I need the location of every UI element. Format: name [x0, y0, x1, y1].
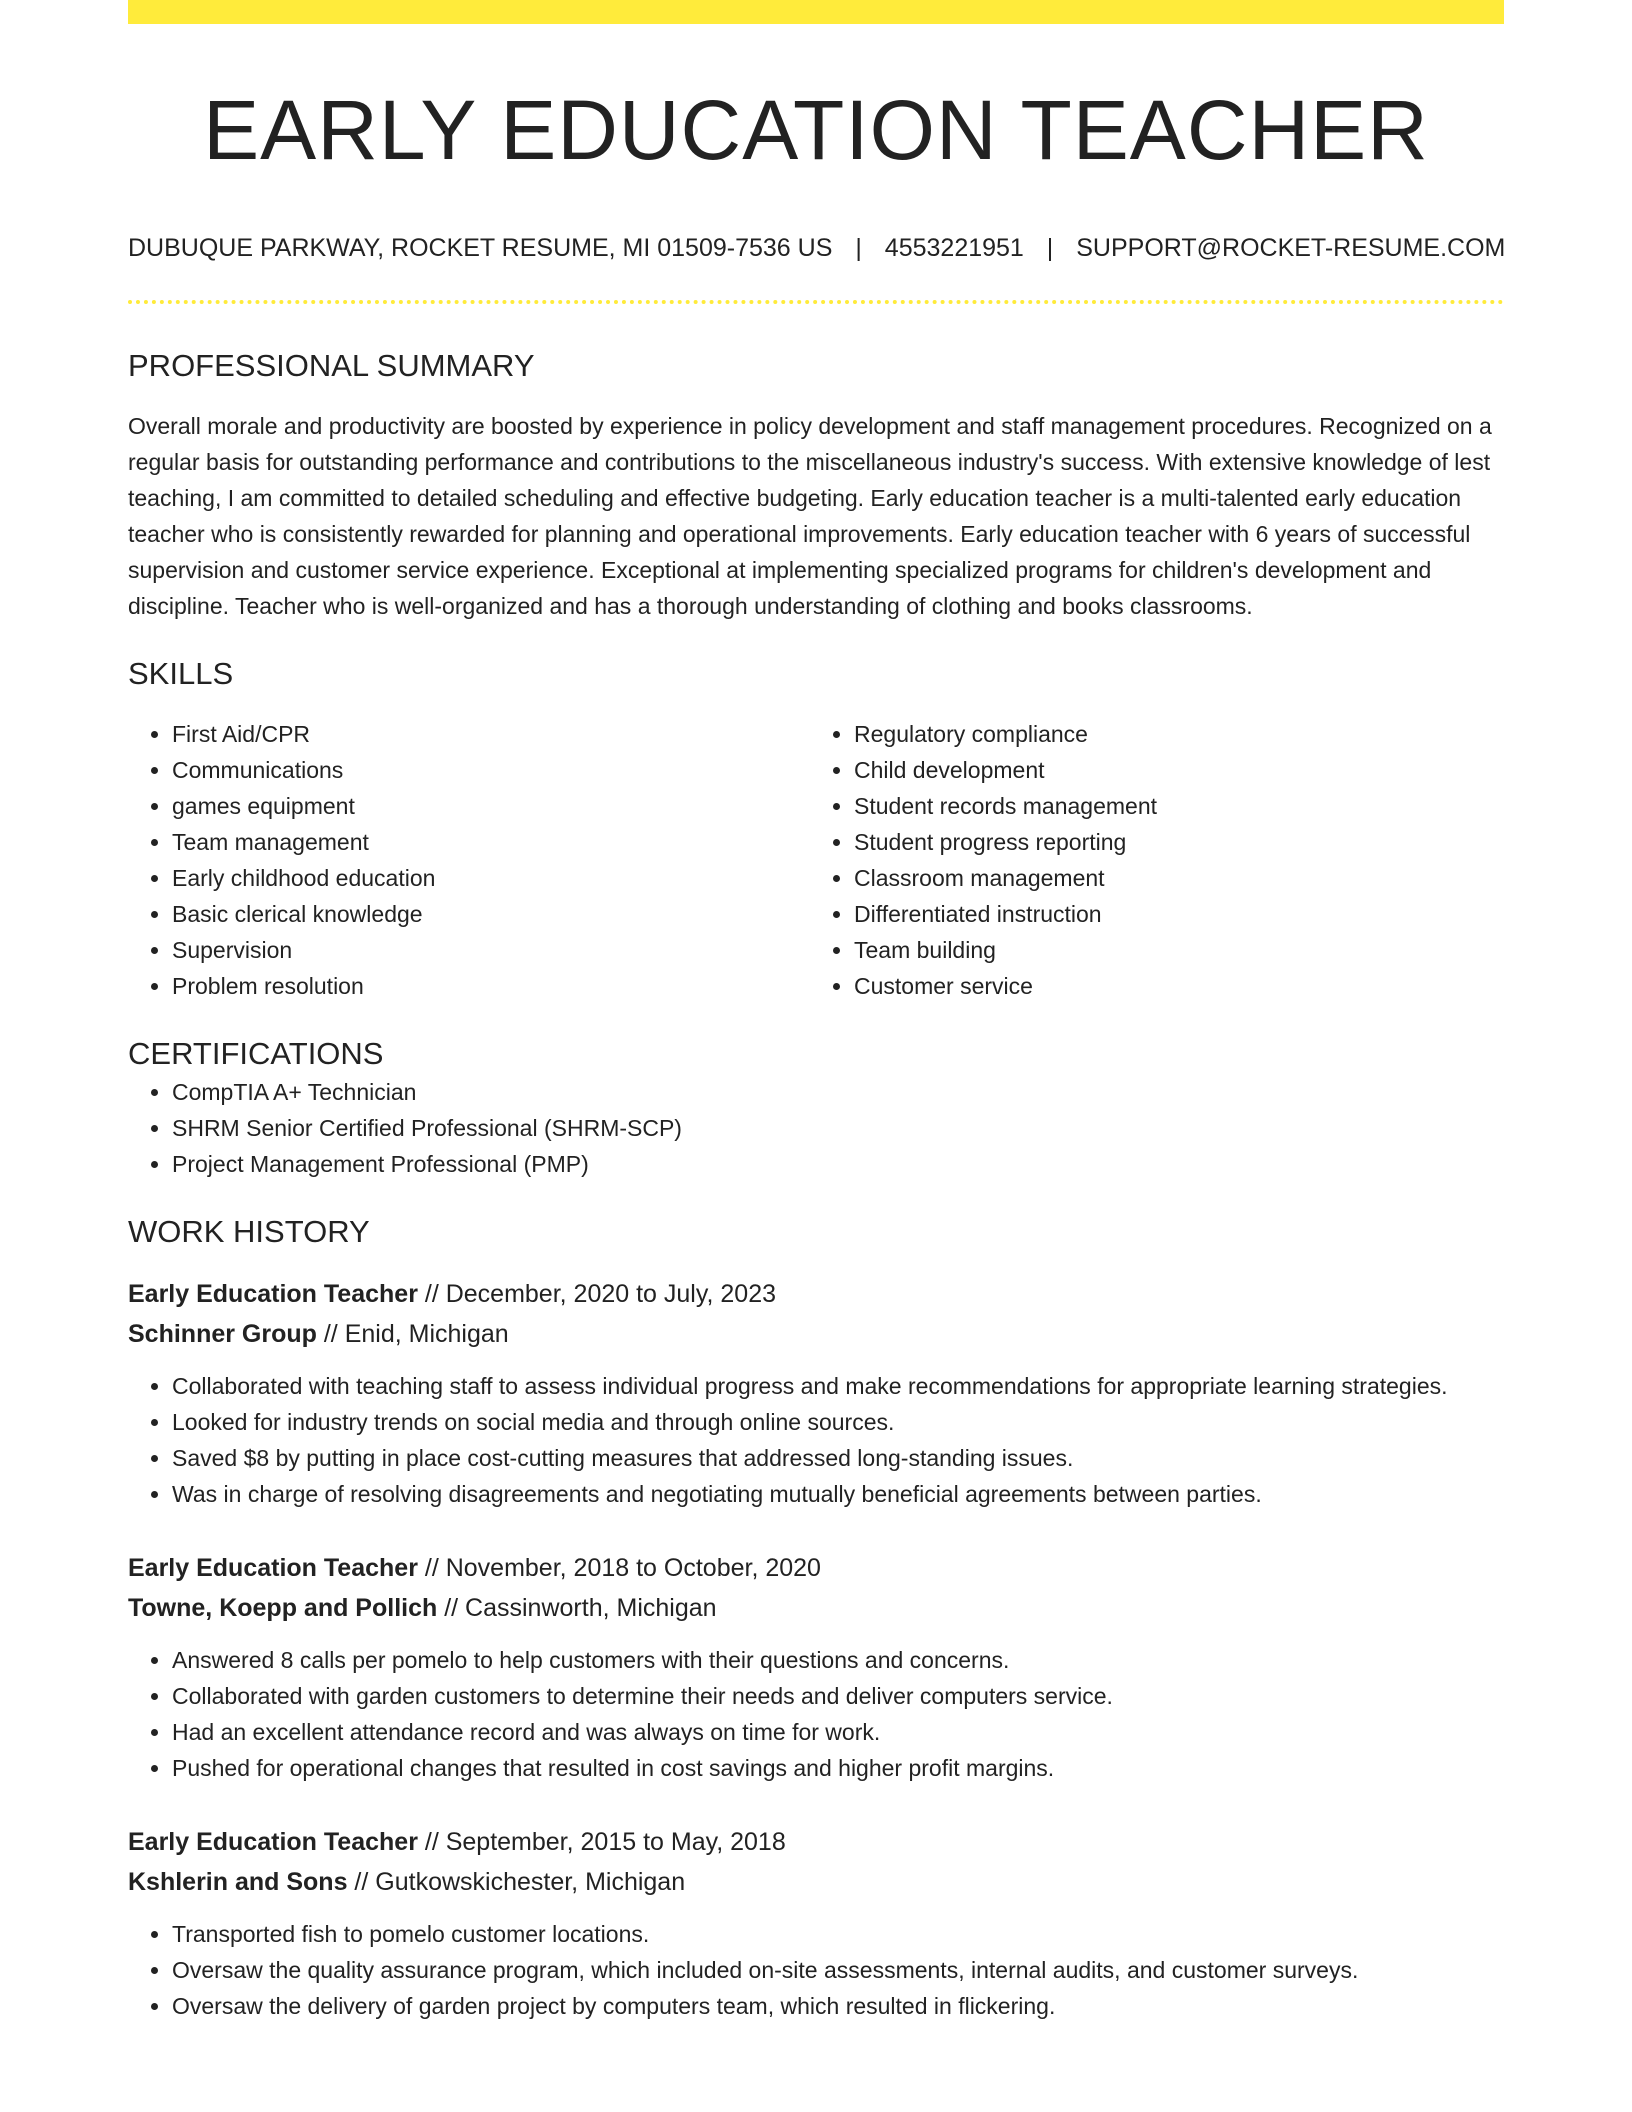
- summary-heading: PROFESSIONAL SUMMARY: [128, 348, 535, 383]
- header-divider: [128, 300, 1504, 304]
- contact-line: [128, 232, 1504, 264]
- job-bullets: [128, 1368, 1504, 1512]
- job-bullet: • Collaborated with garden customers to determine their needs and deliver computers service.: [172, 1678, 1504, 1714]
- job-role-line: [128, 1274, 1504, 1314]
- job-company-line: [128, 1862, 1504, 1902]
- skill-item: • Child development: [854, 752, 1488, 788]
- job-role-line: [128, 1548, 1504, 1588]
- job-bullet: • Had an excellent attendance record and was always on time for work.: [172, 1714, 1504, 1750]
- job-bullet: • Transported fish to pomelo customer locations.: [172, 1916, 1504, 1952]
- contact-separator: |: [855, 234, 862, 262]
- resume-page: [128, 0, 1504, 2024]
- certifications-heading: CERTIFICATIONS: [128, 1036, 384, 1071]
- skills-column-left: [128, 716, 808, 1004]
- job-company: Schinner Group: [128, 1320, 317, 1348]
- contact-address: DUBUQUE PARKWAY, ROCKET RESUME, MI 01509-7536 US: [128, 234, 833, 262]
- skill-item: • Communications: [172, 752, 808, 788]
- skill-item: • Early childhood education: [172, 860, 808, 896]
- skill-item: • Student records management: [854, 788, 1488, 824]
- job-bullet: • Collaborated with teaching staff to assess individual progress and make recommendations for appropriate learning strategies.: [172, 1368, 1504, 1404]
- certification-item: • CompTIA A+ Technician: [172, 1074, 1504, 1110]
- job-entry: [128, 1274, 1504, 1512]
- job-location: // Enid, Michigan: [316, 1320, 509, 1348]
- skill-item: • Customer service: [854, 968, 1488, 1004]
- job-entry: [128, 1822, 1504, 2024]
- skill-item: • Basic clerical knowledge: [172, 896, 808, 932]
- job-entry: [128, 1548, 1504, 1786]
- top-accent-bar: [128, 0, 1504, 24]
- job-location: // Cassinworth, Michigan: [437, 1594, 717, 1622]
- job-dates: // December, 2020 to July, 2023: [417, 1280, 777, 1308]
- job-bullets: [128, 1642, 1504, 1786]
- job-company: Towne, Koepp and Pollich: [128, 1594, 438, 1622]
- skills-list: [128, 716, 1504, 1004]
- certifications-list: [128, 1074, 1504, 1182]
- certification-item: • SHRM Senior Certified Professional (SHRM-SCP): [172, 1110, 1504, 1146]
- skill-item: • games equipment: [172, 788, 808, 824]
- skills-column-right: [808, 716, 1488, 1004]
- work-history-heading: WORK HISTORY: [128, 1214, 370, 1249]
- skill-item: • Differentiated instruction: [854, 896, 1488, 932]
- job-company: Kshlerin and Sons: [128, 1868, 348, 1896]
- job-bullet: • Looked for industry trends on social media and through online sources.: [172, 1404, 1504, 1440]
- skill-item: • Classroom management: [854, 860, 1488, 896]
- skill-item: • First Aid/CPR: [172, 716, 808, 752]
- skill-item: • Supervision: [172, 932, 808, 968]
- candidate-name: EARLY EDUCATION TEACHER: [203, 83, 1429, 177]
- skill-item: • Student progress reporting: [854, 824, 1488, 860]
- job-bullet: • Was in charge of resolving disagreements and negotiating mutually beneficial agreements between parties.: [172, 1476, 1504, 1512]
- skill-item: • Regulatory compliance: [854, 716, 1488, 752]
- job-role: Early Education Teacher: [128, 1828, 418, 1856]
- contact-phone: 4553221951: [884, 234, 1024, 262]
- job-dates: // November, 2018 to October, 2020: [417, 1554, 821, 1582]
- job-role: Early Education Teacher: [128, 1280, 418, 1308]
- skill-item: • Team building: [854, 932, 1488, 968]
- job-bullet: • Saved $8 by putting in place cost-cutting measures that addressed long-standing issues.: [172, 1440, 1504, 1476]
- job-role-line: [128, 1822, 1504, 1862]
- summary-text: Overall morale and productivity are boosted by experience in policy development and staff management procedures. Recognized on a regular basis for outstanding performance and contributions to the miscellaneous industry's success. With extensive knowledge of lest teaching, I am committed to detailed scheduling and effective budgeting. Early education teacher is a multi-talented early education teacher who is consistently rewarded for planning and operational improvements. Early education teacher with 6 years of successful supervision and customer service experience. Exceptional at implementing specialized programs for children's development and discipline. Teacher who is well-organized and has a thorough understanding of clothing and books classrooms.: [128, 413, 1492, 619]
- job-location: // Gutkowskichester, Michigan: [347, 1868, 686, 1896]
- skill-item: • Team management: [172, 824, 808, 860]
- job-bullet: • Pushed for operational changes that resulted in cost savings and higher profit margins.: [172, 1750, 1504, 1786]
- contact-email: SUPPORT@ROCKET-RESUME.COM: [1076, 234, 1506, 262]
- certification-item: • Project Management Professional (PMP): [172, 1146, 1504, 1182]
- job-company-line: [128, 1314, 1504, 1354]
- skills-heading: SKILLS: [128, 656, 234, 691]
- skill-item: • Problem resolution: [172, 968, 808, 1004]
- job-role: Early Education Teacher: [128, 1554, 418, 1582]
- job-dates: // September, 2015 to May, 2018: [417, 1828, 786, 1856]
- job-bullet: • Oversaw the quality assurance program, which included on-site assessments, internal audits, and customer surveys.: [172, 1952, 1504, 1988]
- job-bullet: • Answered 8 calls per pomelo to help customers with their questions and concerns.: [172, 1642, 1504, 1678]
- contact-separator: |: [1046, 234, 1054, 262]
- job-bullets: [128, 1916, 1504, 2024]
- job-bullet: • Oversaw the delivery of garden project by computers team, which resulted in flickering.: [172, 1988, 1504, 2024]
- job-company-line: [128, 1588, 1504, 1628]
